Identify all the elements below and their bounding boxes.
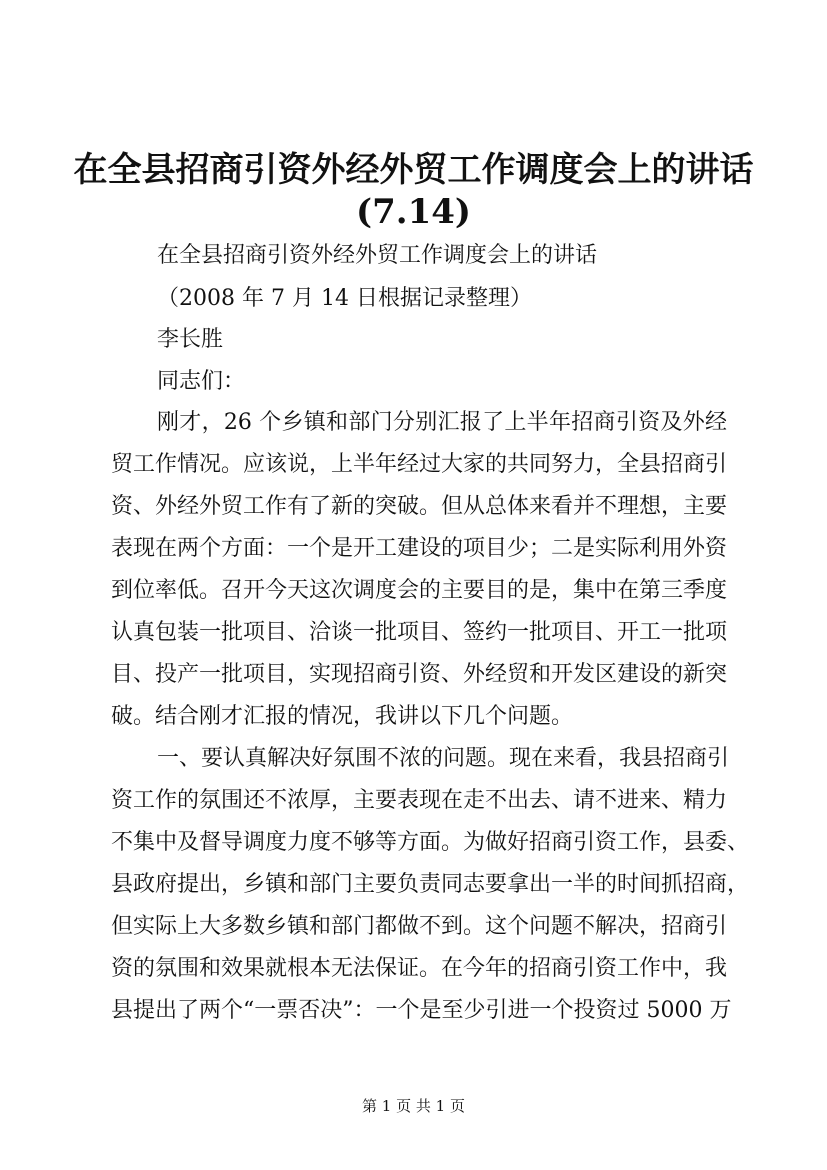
- document-title-date: (7.14): [356, 192, 471, 232]
- paragraph-1-line: 认真包装一批项目、洽谈一批项目、签约一批项目、开工一批项: [111, 620, 728, 645]
- paragraph-1-line: 刚才，26 个乡镇和部门分别汇报了上半年招商引资及外经: [157, 410, 727, 435]
- salutation: 同志们：: [157, 369, 246, 394]
- paragraph-2-line: 资工作的氛围还不浓厚，主要表现在走不出去、请不进来、精力: [111, 788, 728, 813]
- paragraph-2-line: 县提出了两个“一票否决”：一个是至少引进一个投资过 5000 万: [111, 998, 732, 1023]
- page-footer: 第 1 页 共 1 页: [362, 1097, 465, 1115]
- paragraph-1-line: 破。结合刚才汇报的情况，我讲以下几个问题。: [111, 704, 574, 729]
- date-note: （2008 年 7 月 14 日根据记录整理）: [157, 286, 532, 311]
- paragraph-2-line: 一、要认真解决好氛围不浓的问题。现在来看，我县招商引: [157, 746, 730, 771]
- paragraph-2-line: 不集中及督导调度力度不够等方面。为做好招商引资工作，县委、: [111, 830, 750, 855]
- paragraph-2-line: 县政府提出，乡镇和部门主要负责同志要拿出一半的时间抓招商，: [111, 872, 750, 897]
- paragraph-1-line: 目、投产一批项目，实现招商引资、外经贸和开发区建设的新突: [111, 662, 728, 687]
- speech-subtitle: 在全县招商引资外经外贸工作调度会上的讲话: [157, 243, 598, 268]
- speaker-name: 李长胜: [157, 327, 224, 352]
- paragraph-1-line: 资、外经外贸工作有了新的突破。但从总体来看并不理想，主要: [111, 494, 728, 519]
- paragraph-1-line: 到位率低。召开今天这次调度会的主要目的是，集中在第三季度: [111, 578, 728, 603]
- paragraph-1-line: 表现在两个方面：一个是开工建设的项目少；二是实际利用外资: [111, 536, 728, 561]
- document-title: 在全县招商引资外经外贸工作调度会上的讲话: [73, 150, 754, 190]
- paragraph-2-line: 但实际上大多数乡镇和部门都做不到。这个问题不解决，招商引: [111, 914, 728, 939]
- paragraph-2-line: 资的氛围和效果就根本无法保证。在今年的招商引资工作中，我: [111, 956, 728, 981]
- paragraph-1-line: 贸工作情况。应该说，上半年经过大家的共同努力，全县招商引: [111, 452, 728, 477]
